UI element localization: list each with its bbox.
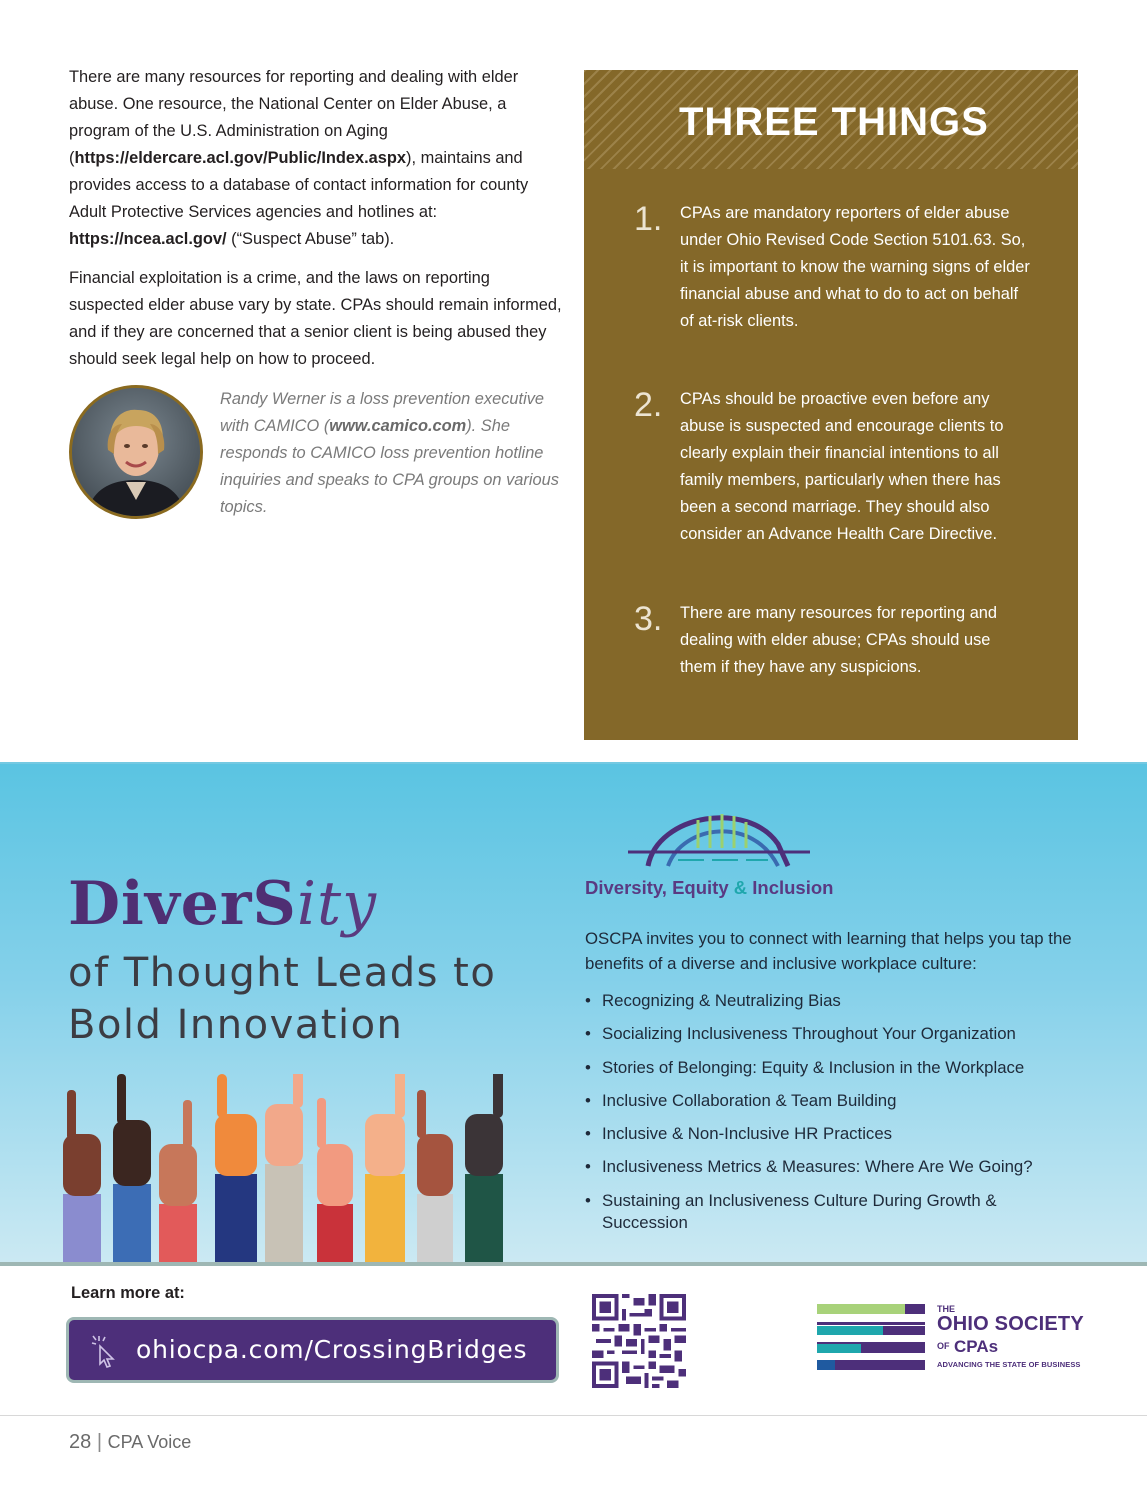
- dei-logo-text: [585, 877, 833, 899]
- oscpa-the: THE: [937, 1304, 955, 1314]
- article-paragraph-2: Financial exploitation is a crime, and the laws on reporting suspected elder abuse vary by state. CPAs should remain informed, and if they are concerned that a senior client is being abused they should seek legal help on how to proceed.: [69, 269, 562, 368]
- thing-text: CPAs are mandatory reporters of elder abuse under Ohio Revised Code Section 5101.63. So, it is important to know the warning signs of elder financial abuse and what to do to act on behalf of at-risk clients.: [680, 204, 1030, 330]
- page-divider: [0, 1415, 1147, 1416]
- article-body: [69, 64, 564, 385]
- qr-code-icon[interactable]: [592, 1294, 686, 1388]
- publication-name: CPA Voice: [107, 1432, 192, 1452]
- tagline-line-2: Bold Innovation: [68, 1002, 404, 1048]
- page-number: 28: [69, 1431, 92, 1453]
- list-item: • Socializing Inclusiveness Throughout Your Organization: [585, 1023, 1105, 1045]
- list-item: • Inclusiveness Metrics & Measures: Where Are We Going?: [585, 1156, 1105, 1178]
- course-list: [585, 990, 1105, 1245]
- thing-text: CPAs should be proactive even before any abuse is suspected and encourage clients to clearly explain their financial intentions to all family members, particularly when there has been a second marriage. They should also consider an Advance Health Care Directive.: [680, 390, 1004, 543]
- dei-advertisement: [0, 762, 1147, 1262]
- crossing-bridges-url-button[interactable]: [66, 1317, 559, 1383]
- camico-link[interactable]: www.camico.com: [329, 417, 467, 435]
- oscpa-name: OHIO SOCIETY: [937, 1313, 1084, 1335]
- bio-text-part: ). She responds to CAMICO loss prevention hotline inquiries and speaks to CPA groups on various topics.: [220, 417, 559, 516]
- headline-part: DiverS: [68, 869, 297, 939]
- diversity-headline: [68, 869, 377, 939]
- dei-word: Diversity: [585, 877, 662, 898]
- dei-ampersand: &: [733, 877, 748, 898]
- bio-text-part: Randy Werner is a loss prevention executive with CAMICO (: [220, 390, 545, 435]
- article-text: ), maintains and provides access to a database of contact information for county Adult Protective Services agencies and hotlines at:: [69, 149, 529, 221]
- oscpa-tagline: ADVANCING THE STATE OF BUSINESS: [937, 1360, 1081, 1369]
- thing-number: 1.: [634, 200, 663, 238]
- author-bio-text: [220, 386, 560, 521]
- learn-more-label: Learn more at:: [71, 1284, 185, 1302]
- ad-tagline: [68, 947, 496, 1051]
- article-paragraph-1: [69, 64, 564, 253]
- author-photo: [69, 385, 203, 519]
- dei-bridge-logo-icon: [628, 804, 810, 870]
- article-text: (“Suspect Abuse” tab).: [226, 230, 395, 248]
- thing-text: There are many resources for reporting and dealing with elder abuse; CPAs should use them if they have any suspicions.: [680, 604, 998, 676]
- author-portrait-icon: [72, 388, 200, 516]
- three-things-title: THREE THINGS: [679, 100, 989, 144]
- ad-intro-text: OSCPA invites you to connect with learning that helps you tap the benefits of a diverse and inclusive workplace culture:: [585, 929, 1072, 973]
- url-text: ohiocpa.com/CrossingBridges: [136, 1335, 528, 1364]
- thing-number: 2.: [634, 386, 663, 424]
- tagline-line-1: of Thought Leads to: [68, 950, 497, 996]
- ad-divider: [0, 1262, 1147, 1266]
- eldercare-link[interactable]: https://eldercare.acl.gov/Public/Index.aspx: [74, 149, 407, 167]
- oscpa-cpas: CPAs: [954, 1337, 999, 1356]
- folio-separator: |: [96, 1431, 103, 1453]
- ncea-link[interactable]: https://ncea.acl.gov/: [69, 230, 227, 248]
- list-item: • Inclusive & Non-Inclusive HR Practices: [585, 1123, 1105, 1145]
- raised-hands-illustration: [55, 1074, 515, 1264]
- three-things-box: [584, 70, 1078, 740]
- three-things-header: [584, 70, 1078, 169]
- list-item: • Sustaining an Inclusiveness Culture During Growth & Succession: [585, 1190, 1025, 1234]
- thing-number: 3.: [634, 600, 663, 638]
- author-bio: [69, 385, 564, 525]
- list-item: • Recognizing & Neutralizing Bias: [585, 990, 1105, 1012]
- cursor-click-icon: [91, 1334, 121, 1368]
- headline-part: ity: [296, 869, 378, 939]
- oscpa-logo-bars-icon: [817, 1304, 925, 1370]
- list-item: • Stories of Belonging: Equity & Inclusion in the Workplace: [585, 1057, 1105, 1079]
- article-text: There are many resources for reporting and dealing with elder abuse. One resource, the National Center on Elder Abuse, a program of the U.S. Administration on Aging (: [69, 68, 519, 167]
- list-item: • Inclusive Collaboration & Team Building: [585, 1090, 1105, 1112]
- page-folio: [69, 1431, 191, 1454]
- oscpa-of: OF: [937, 1341, 950, 1351]
- dei-word: Inclusion: [747, 877, 834, 898]
- dei-word: , Equity: [661, 877, 734, 898]
